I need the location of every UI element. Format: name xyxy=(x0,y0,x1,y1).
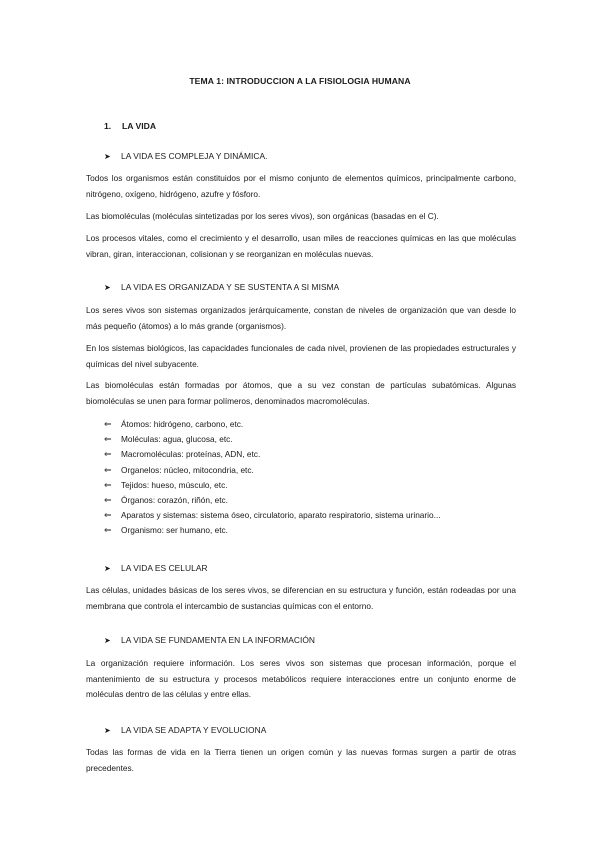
list-item-text: Aparatos y sistemas: sistema óseo, circulatorio, aparato respiratorio, sistema urinario... xyxy=(121,510,441,521)
list-item xyxy=(104,417,524,432)
organization-levels-list xyxy=(104,417,524,539)
subsection-heading xyxy=(104,725,266,735)
arrowhead-bullet-icon: ➤ xyxy=(104,636,111,645)
paragraph: La organización requiere información. Los seres vivos son sistemas que procesan información, porque el mantenimiento de su estructura y procesos metabólicos requiere interacciones entre un conjunto enorme de moléculas dentro de las células y entre ellas. xyxy=(86,658,516,699)
paragraph: Los seres vivos son sistemas organizados jerárquicamente, constan de niveles de organización que van desde lo más pequeño (átomos) a lo más grande (organismos). xyxy=(86,305,516,331)
list-item-text: Moléculas: agua, glucosa, etc. xyxy=(121,434,233,445)
subsection-heading-text: LA VIDA SE FUNDAMENTA EN LA INFORMACIÓN xyxy=(121,635,315,645)
paragraph: En los sistemas biológicos, las capacidades funcionales de cada nivel, provienen de las propiedades estructurales y químicas del nivel subyacente. xyxy=(86,343,516,369)
subsection-heading xyxy=(104,282,339,292)
subsection-heading xyxy=(104,151,267,161)
arrowhead-bullet-icon: ➤ xyxy=(104,152,111,161)
subsection-heading-text: LA VIDA ES CELULAR xyxy=(121,563,208,573)
left-arrow-bullet-icon: ⇐ xyxy=(104,419,112,429)
list-item xyxy=(104,447,524,462)
paragraph: Los procesos vitales, como el crecimiento y el desarrollo, usan miles de reacciones químicas en las que moléculas vibran, giran, interaccionan, colisionan y se reorganizan en moléculas nuevas. xyxy=(86,233,516,259)
left-arrow-bullet-icon: ⇐ xyxy=(104,449,112,460)
paragraph: Todos los organismos están constituidos por el mismo conjunto de elementos químicos, principalmente carbono, nitrógeno, oxígeno, hidrógeno, azufre y fósforo. xyxy=(86,173,516,199)
list-item-text: Órganos: corazón, riñón, etc. xyxy=(121,494,228,505)
section-heading xyxy=(104,121,156,131)
list-item xyxy=(104,493,524,508)
list-item-text: Tejidos: hueso, músculo, etc. xyxy=(121,479,228,490)
left-arrow-bullet-icon: ⇐ xyxy=(104,479,112,490)
list-item xyxy=(104,523,524,538)
left-arrow-bullet-icon: ⇐ xyxy=(104,494,112,505)
subsection-heading-text: LA VIDA ES ORGANIZADA Y SE SUSTENTA A SI MISMA xyxy=(121,282,340,292)
list-item xyxy=(104,432,524,447)
list-item-text: Organismo: ser humano, etc. xyxy=(121,525,228,536)
arrowhead-bullet-icon: ➤ xyxy=(104,283,111,292)
paragraph: Todas las formas de vida en la Tierra tienen un origen común y las nuevas formas surgen a partir de otras precedentes. xyxy=(86,747,516,773)
list-item xyxy=(104,478,524,493)
left-arrow-bullet-icon: ⇐ xyxy=(104,434,112,445)
subsection-heading-text: LA VIDA SE ADAPTA Y EVOLUCIONA xyxy=(121,725,267,735)
section-number: 1. xyxy=(104,121,112,131)
document-title: TEMA 1: INTRODUCCION A LA FISIOLOGIA HUMANA xyxy=(189,76,411,86)
subsection-heading xyxy=(104,563,208,573)
paragraph: Las biomoléculas (moléculas sintetizadas por los seres vivos), son orgánicas (basadas en el C). xyxy=(86,211,439,221)
paragraph: Las biomoléculas están formadas por átomos, que a su vez constan de partículas subatómicas. Algunas biomoléculas se unen para formar polímeros, denominados macromoléculas. xyxy=(86,380,516,406)
arrowhead-bullet-icon: ➤ xyxy=(104,564,111,573)
list-item-text: Organelos: núcleo, mitocondria, etc. xyxy=(121,464,254,475)
arrowhead-bullet-icon: ➤ xyxy=(104,726,111,735)
subsection-heading-text: LA VIDA ES COMPLEJA Y DINÁMICA. xyxy=(121,151,268,161)
section-label: LA VIDA xyxy=(122,121,157,131)
left-arrow-bullet-icon: ⇐ xyxy=(104,510,112,521)
list-item xyxy=(104,463,524,478)
left-arrow-bullet-icon: ⇐ xyxy=(104,464,112,475)
paragraph: Las células, unidades básicas de los seres vivos, se diferencian en su estructura y función, están rodeadas por una membrana que controla el intercambio de sustancias químicas con el entorno. xyxy=(86,585,516,611)
left-arrow-bullet-icon: ⇐ xyxy=(104,525,112,536)
list-item-text: Macromoléculas: proteínas, ADN, etc. xyxy=(121,449,261,460)
list-item-text: Átomos: hidrógeno, carbono, etc. xyxy=(121,419,244,429)
subsection-heading xyxy=(104,635,315,645)
list-item xyxy=(104,508,524,523)
